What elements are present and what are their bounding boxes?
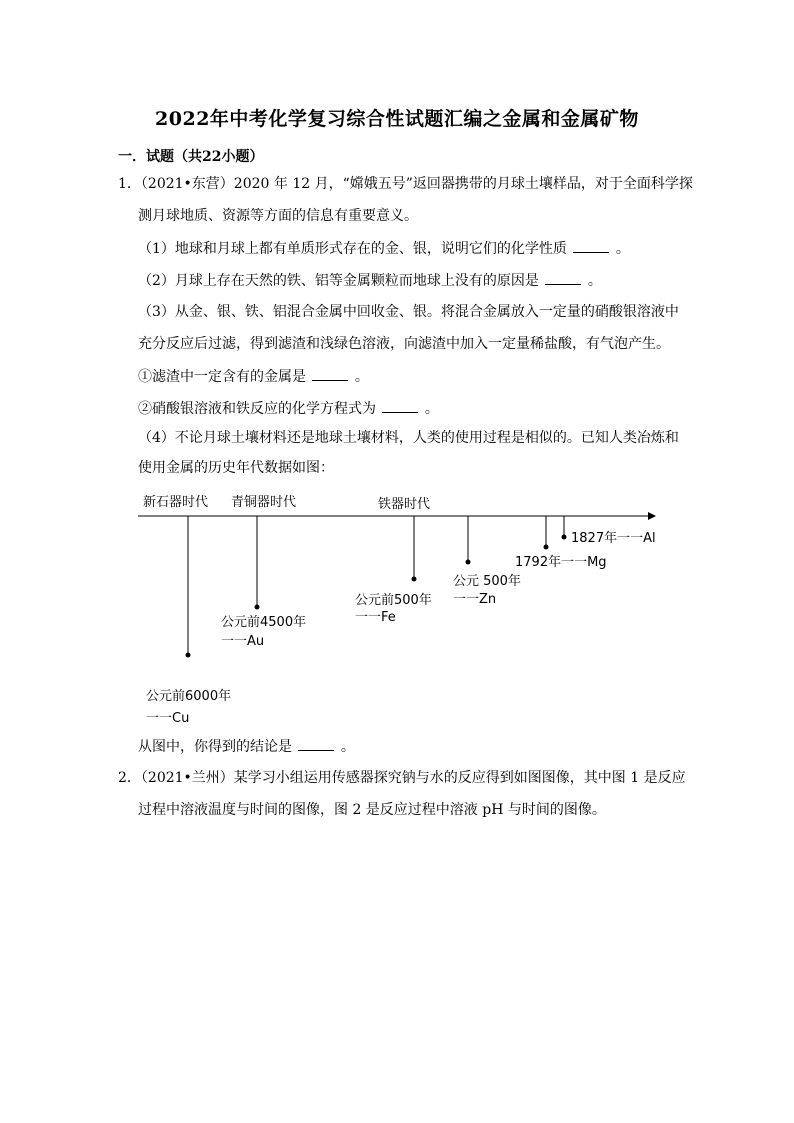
era-label: 青铜器时代 — [231, 495, 297, 510]
q1-part1: （1）地球和月球上都有单质形式存在的金、银，说明它们的化学性质 。 — [138, 238, 630, 259]
event-dot — [466, 560, 471, 565]
event-label: 1827年一一Al — [571, 531, 656, 546]
era-label: 铁器时代 — [378, 497, 431, 512]
event-dot — [544, 545, 549, 550]
q1-part3-line2: 充分反应后过滤，得到滤渣和浅绿色溶液，向滤渣中加入一定量稀盐酸，有气泡产生。 — [138, 336, 670, 352]
event-year: 公元前4500年 — [221, 615, 307, 630]
event-label: 1792年一一Mg — [515, 555, 607, 570]
q1-part1-text: （1）地球和月球上都有单质形式存在的金、银，说明它们的化学性质 — [138, 241, 567, 257]
q1-part3-line1: （3）从金、银、铁、铝混合金属中回收金、银。将混合金属放入一定量的硝酸银溶液中 — [138, 304, 679, 320]
event-metal: 一一Zn — [453, 592, 497, 607]
event-year: 公元前500年 — [355, 593, 432, 608]
q1-line2: 测月球地质、资源等方面的信息有重要意义。 — [138, 208, 418, 224]
q1-part4-line1: （4）不论月球土壤材料还是地球土壤材料，人类的使用过程是相似的。已知人类冶炼和 — [138, 430, 679, 446]
event-metal: 一一Au — [221, 634, 265, 649]
event-dot — [412, 577, 417, 582]
answer-blank[interactable] — [573, 238, 609, 253]
q1-part2: （2）月球上存在天然的铁、铝等金属颗粒而地球上没有的原因是 。 — [138, 270, 602, 291]
event-year: 公元 500年 — [453, 574, 521, 589]
q1-part2-text: （2）月球上存在天然的铁、铝等金属颗粒而地球上没有的原因是 — [138, 273, 539, 289]
page-title: 2022年中考化学复习综合性试题汇编之金属和金属矿物 — [155, 108, 639, 130]
answer-blank[interactable] — [298, 736, 334, 751]
event-dot — [562, 535, 567, 540]
timeline-arrow — [648, 512, 656, 520]
q1-line1: 1．（2021•东营）2020 年 12 月，“嫦娥五号”返回器携带的月球土壤样品，对于全面科学探 — [118, 176, 693, 192]
answer-blank[interactable] — [382, 398, 418, 413]
event-year: 公元前6000年 — [146, 689, 232, 704]
answer-blank[interactable] — [545, 270, 581, 285]
event-metal: 一一Fe — [355, 610, 396, 625]
section-heading: 一．试题（共22小题） — [118, 149, 264, 165]
event-metal: 一一Cu — [146, 711, 190, 726]
metal-history-timeline — [0, 480, 794, 730]
q1-part4-line2: 使用金属的历史年代数据如图： — [138, 460, 334, 476]
event-dot — [186, 653, 191, 658]
q2-line2: 过程中溶液温度与时间的图像，图 2 是反应过程中溶液 pH 与时间的图像。 — [138, 802, 606, 818]
event-dot — [255, 605, 260, 610]
q2-line1: 2．（2021•兰州）某学习小组运用传感器探究钠与水的反应得到如图图像，其中图 1 是反应 — [118, 770, 686, 786]
q1-part3b: ②硝酸银溶液和铁反应的化学方程式为 。 — [138, 398, 439, 419]
q1-conclusion: 从图中，你得到的结论是 。 — [138, 736, 355, 757]
era-label: 新石器时代 — [143, 495, 209, 510]
answer-blank[interactable] — [312, 366, 348, 381]
q1-part3a: ①滤渣中一定含有的金属是 。 — [138, 366, 369, 387]
